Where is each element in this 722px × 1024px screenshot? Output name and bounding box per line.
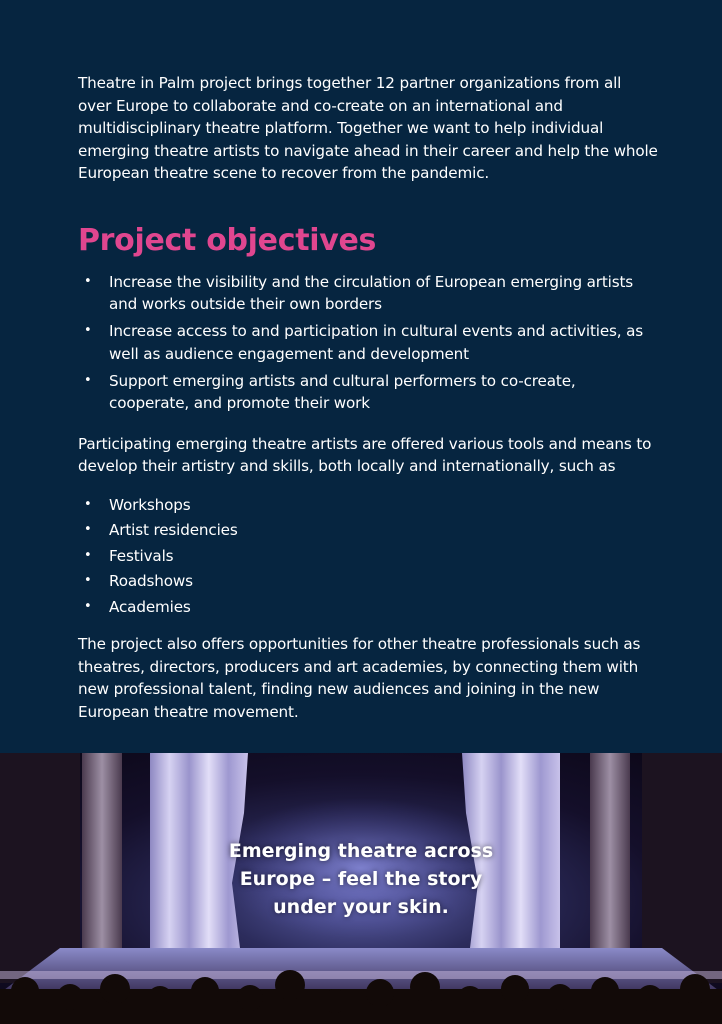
theatre-stage-image xyxy=(0,753,722,1024)
main-content xyxy=(78,72,658,723)
tools-list xyxy=(78,494,658,619)
banner-caption xyxy=(0,837,722,921)
caption-line: Emerging theatre across xyxy=(228,840,494,862)
objective-item: • Increase the visibility and the circulation of European emerging artists and works outside their own borders xyxy=(78,271,658,316)
tool-item: • Artist residencies xyxy=(78,519,658,542)
tool-item: • Workshops xyxy=(78,494,658,517)
tool-item: • Roadshows xyxy=(78,570,658,593)
objectives-heading: Project objectives xyxy=(78,222,377,258)
closing-paragraph: The project also offers opportunities for other theatre professionals such as theatres, directors, producers and art academies, by connecting them with new professional talent, finding new audiences and joining in the new European theatre movement. xyxy=(78,635,641,721)
caption-line: Europe – feel the story xyxy=(239,868,483,890)
offer-paragraph: Participating emerging theatre artists are offered various tools and means to develop their artistry and skills, both locally and internationally, such as xyxy=(78,434,652,475)
tool-item: • Festivals xyxy=(78,545,658,568)
objective-item: • Increase access to and participation in cultural events and activities, as well as audience engagement and development xyxy=(78,320,658,365)
intro-paragraph: Theatre in Palm project brings together 12 partner organizations from all over Europe to collaborate and co-create on an international and multidisciplinary theatre platform. Together we want to help individual emerging theatre artists to navigate ahead in their career and help the whole European theatre scene to recover from the pandemic. xyxy=(78,74,658,182)
caption-line: under your skin. xyxy=(273,896,449,918)
objective-item: • Support emerging artists and cultural performers to co-create, cooperate, and promote their work xyxy=(78,370,658,415)
objectives-list xyxy=(78,271,658,415)
tool-item: • Academies xyxy=(78,596,658,619)
